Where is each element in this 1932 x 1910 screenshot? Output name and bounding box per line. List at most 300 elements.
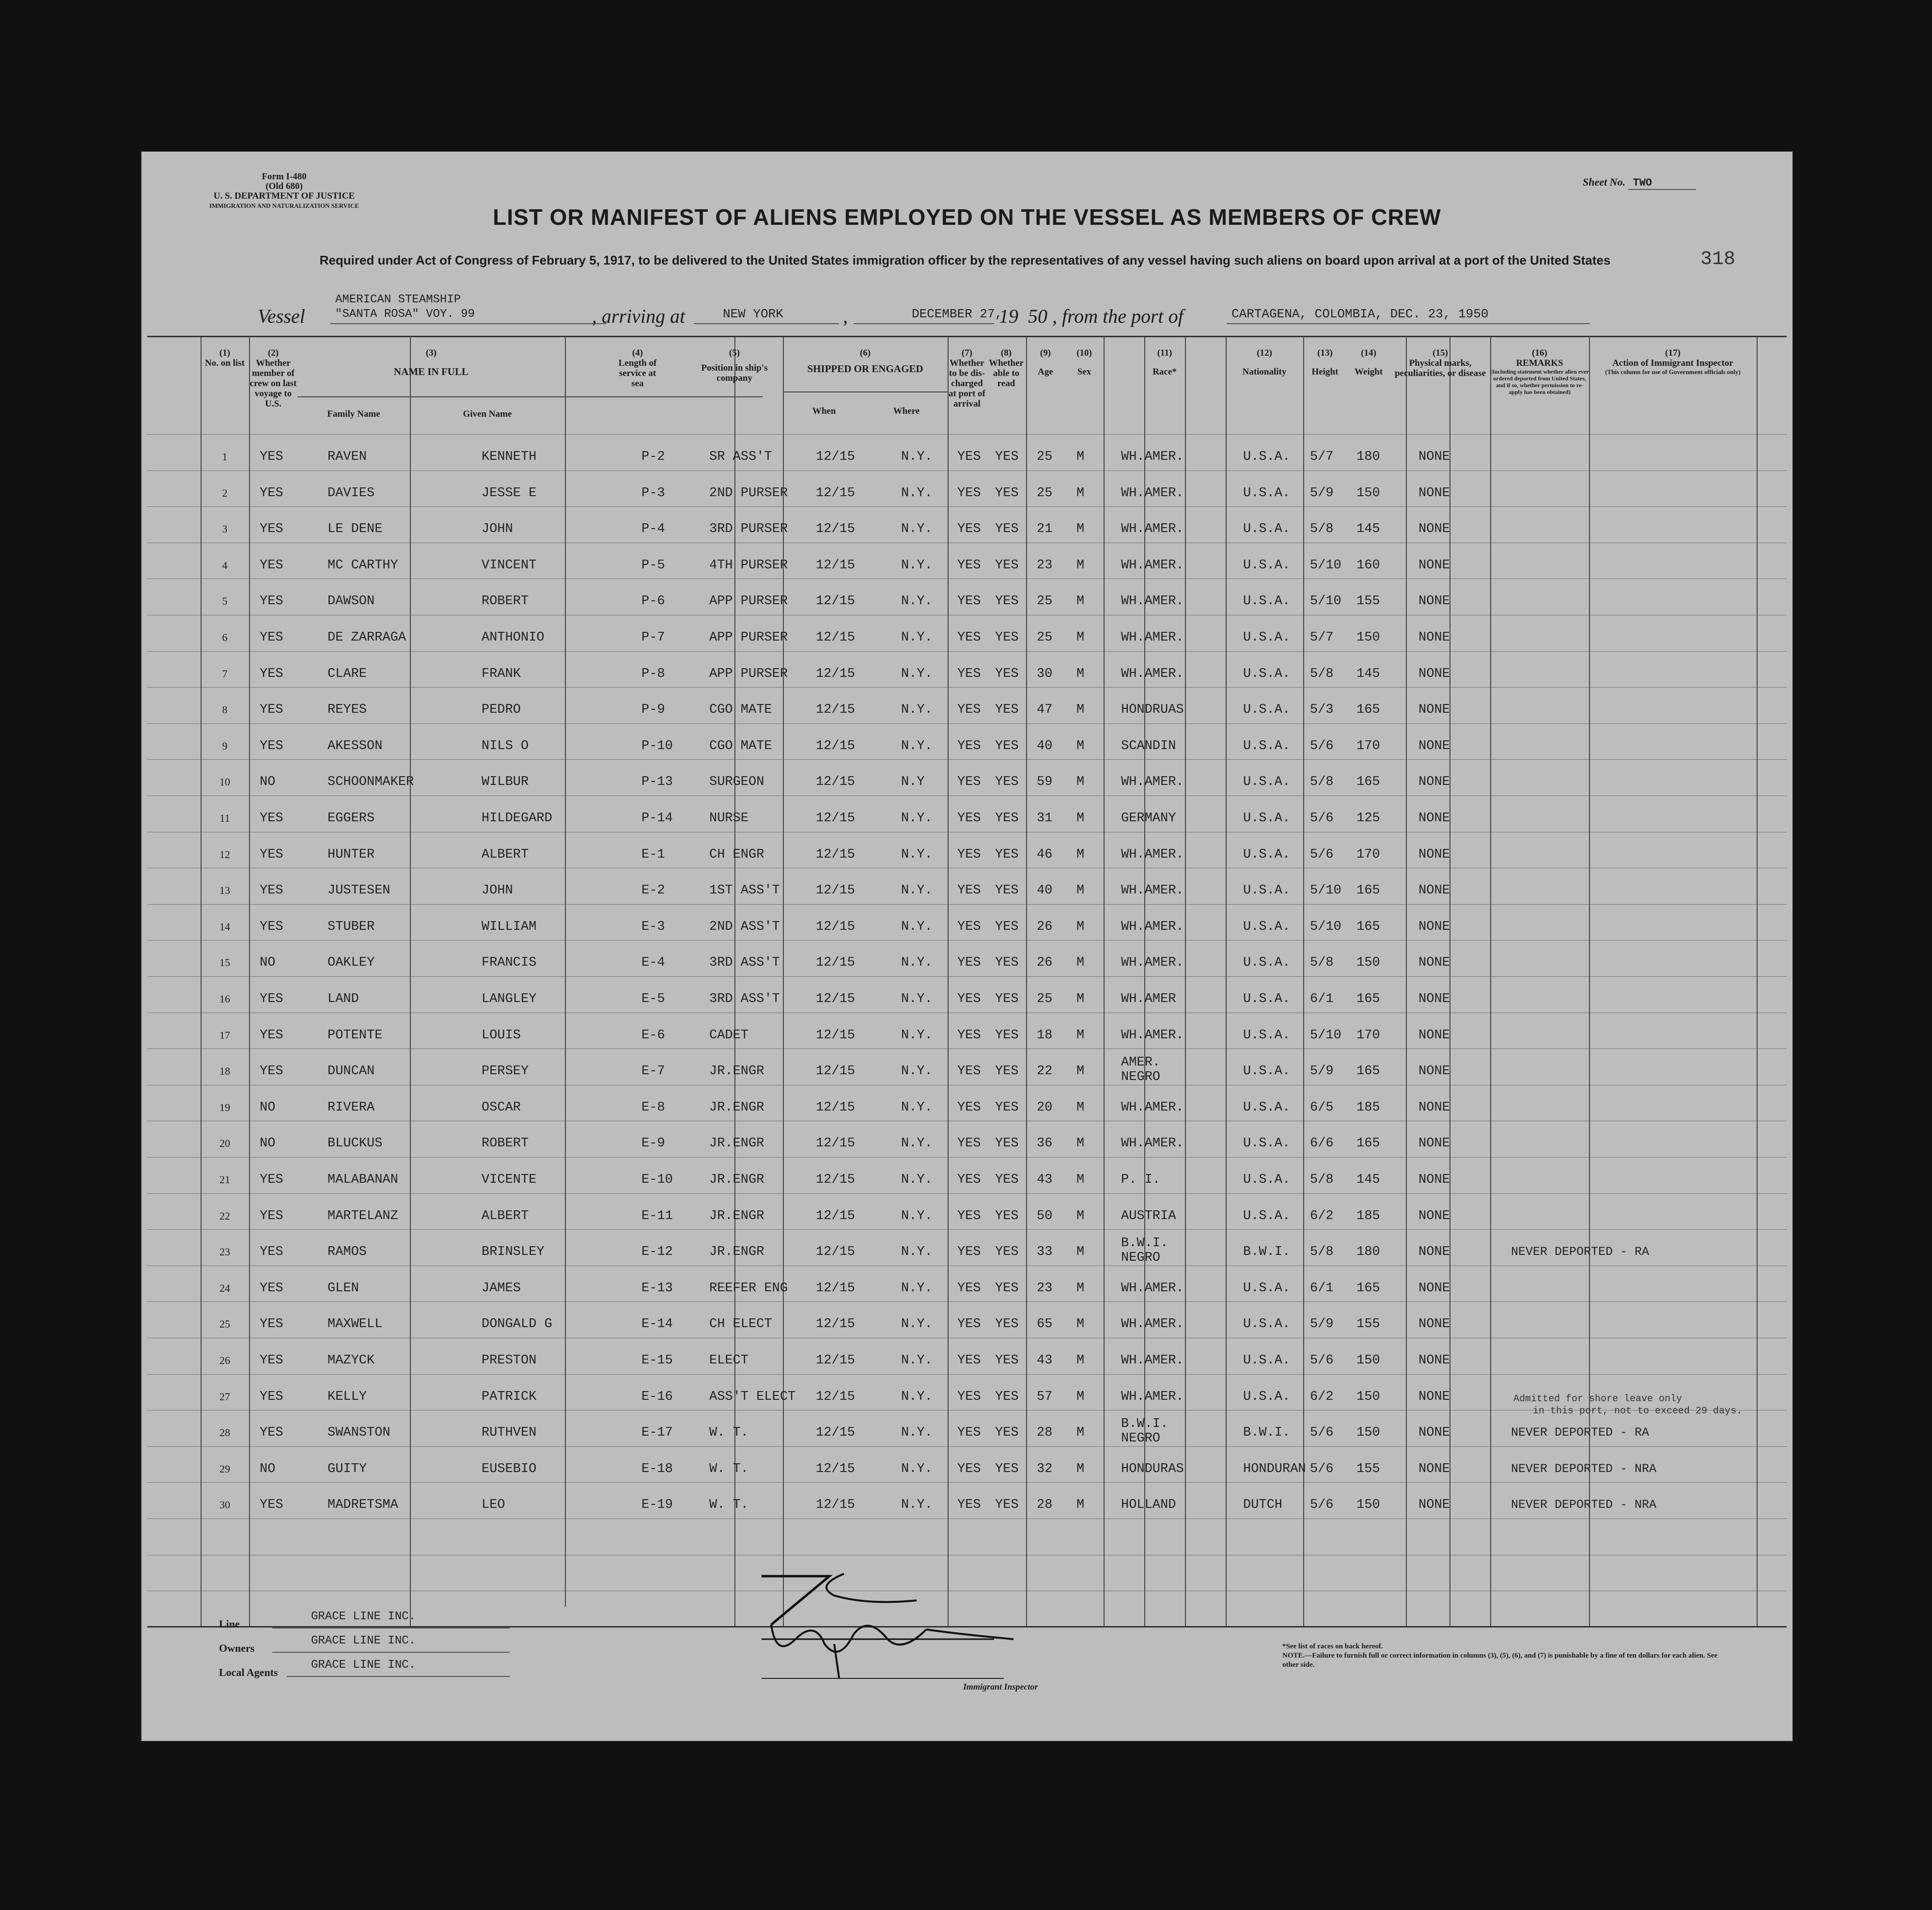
row-position: 3RD PURSER: [709, 522, 788, 537]
row-sex: M: [1076, 1173, 1085, 1187]
row-height: 6/1: [1310, 992, 1334, 1006]
row-shipped-where: N.Y.: [901, 630, 933, 645]
row-shipped-when: 12/15: [816, 1461, 856, 1476]
row-able-to-read: YES: [995, 1173, 1019, 1187]
arrival-date: DECEMBER 27,: [912, 307, 1003, 321]
row-physical-marks: NONE: [1418, 847, 1450, 862]
department-name: U. S. DEPARTMENT OF JUSTICE: [213, 191, 355, 201]
row-discharged: YES: [957, 666, 981, 681]
row-family-name: MAZYCK: [327, 1353, 375, 1368]
row-sex: M: [1076, 666, 1085, 681]
row-sex: M: [1076, 992, 1085, 1006]
row-age: 23: [1037, 558, 1053, 573]
row-rule: [147, 759, 1787, 760]
row-position: SR ASS'T: [709, 450, 772, 464]
row-age: 43: [1037, 1173, 1053, 1187]
row-given-name: ANTHONIO: [482, 630, 545, 645]
row-weight: 180: [1356, 450, 1380, 464]
row-race: WH.AMER.: [1121, 666, 1184, 681]
row-position: NURSE: [709, 811, 749, 826]
row-race: SCANDIN: [1121, 738, 1176, 753]
row-number: 4: [222, 559, 228, 571]
row-sex: M: [1076, 811, 1085, 826]
row-number: 21: [219, 1174, 230, 1186]
local-agents-value: GRACE LINE INC.: [311, 1659, 416, 1672]
row-rule: [147, 687, 1787, 688]
row-rule: [147, 651, 1787, 652]
row-prev-voyage: YES: [260, 738, 283, 753]
row-discharged: YES: [957, 594, 981, 609]
row-position: 3RD ASS'T: [709, 992, 780, 1006]
row-number: 16: [219, 993, 230, 1005]
row-given-name: PERSEY: [482, 1064, 529, 1079]
row-height: 5/9: [1310, 485, 1334, 501]
row-shipped-when: 12/15: [816, 992, 856, 1006]
row-physical-marks: NONE: [1418, 1173, 1450, 1187]
row-sex: M: [1076, 450, 1085, 464]
row-race: WH.AMER.: [1121, 1136, 1184, 1151]
row-sex: M: [1076, 1498, 1085, 1513]
row-given-name: DONGALD G: [482, 1317, 552, 1332]
row-able-to-read: YES: [995, 594, 1019, 609]
page-number: 318: [1700, 249, 1736, 270]
row-age: 57: [1037, 1389, 1053, 1404]
row-sex: M: [1076, 1353, 1085, 1368]
row-number: 5: [222, 595, 228, 608]
row-length-service: P-7: [641, 630, 665, 645]
row-sex: M: [1076, 1245, 1085, 1260]
row-length-service: P-4: [641, 522, 665, 537]
row-given-name: WILLIAM: [482, 919, 537, 934]
row-race: WH.AMER.: [1121, 450, 1184, 464]
row-prev-voyage: YES: [260, 1317, 283, 1332]
row-length-service: E-14: [641, 1317, 673, 1332]
header-when: When: [812, 406, 836, 416]
header-shipped: (6) SHIPPED OR ENGAGED: [807, 348, 923, 375]
row-prev-voyage: YES: [260, 992, 283, 1006]
row-age: 26: [1037, 919, 1053, 934]
header-length-service: (4) Length of service at sea: [618, 348, 657, 389]
row-family-name: SWANSTON: [327, 1425, 390, 1440]
row-height: 5/6: [1310, 738, 1334, 753]
row-age: 20: [1037, 1100, 1053, 1115]
manifest-page: [141, 152, 1792, 1741]
row-sex: M: [1076, 955, 1085, 971]
row-discharged: YES: [957, 485, 981, 501]
header-height: (13) Height: [1311, 348, 1339, 377]
row-nationality: U.S.A.: [1243, 1173, 1291, 1187]
row-race: WH.AMER.: [1121, 883, 1184, 898]
row-shipped-where: N.Y.: [901, 1461, 933, 1476]
row-shipped-when: 12/15: [816, 1498, 856, 1513]
row-discharged: YES: [957, 522, 981, 537]
row-prev-voyage: YES: [260, 666, 283, 681]
row-shipped-where: N.Y.: [901, 1389, 933, 1404]
row-height: 5/6: [1310, 1353, 1334, 1368]
header-physical-marks: (15) Physical marks, peculiarities, or disease: [1394, 348, 1486, 378]
row-physical-marks: NONE: [1418, 1461, 1450, 1476]
row-race: WH.AMER.: [1121, 1317, 1184, 1332]
row-length-service: P-14: [641, 811, 673, 826]
row-nationality: U.S.A.: [1243, 1208, 1291, 1223]
row-length-service: P-10: [641, 738, 673, 753]
row-length-service: E-18: [641, 1461, 673, 1476]
row-able-to-read: YES: [995, 1100, 1019, 1115]
header-family-name: Family Name: [327, 409, 380, 419]
row-discharged: YES: [957, 847, 981, 862]
row-length-service: E-4: [641, 955, 665, 971]
row-discharged: YES: [957, 1317, 981, 1332]
row-age: 23: [1037, 1281, 1053, 1296]
row-family-name: RIVERA: [327, 1100, 375, 1115]
row-nationality: U.S.A.: [1243, 1136, 1291, 1151]
row-number: 26: [219, 1354, 230, 1366]
row-able-to-read: YES: [995, 919, 1019, 934]
row-position: JR.ENGR: [709, 1245, 764, 1260]
row-age: 47: [1037, 703, 1053, 718]
form-number: Form I-480: [262, 172, 307, 182]
row-physical-marks: NONE: [1418, 594, 1450, 609]
row-length-service: E-10: [641, 1173, 673, 1187]
row-nationality: U.S.A.: [1243, 594, 1291, 609]
row-weight: 165: [1356, 1064, 1380, 1079]
row-sex: M: [1076, 630, 1085, 645]
row-able-to-read: YES: [995, 558, 1019, 573]
row-prev-voyage: YES: [260, 558, 283, 573]
row-weight: 165: [1356, 883, 1380, 898]
row-sex: M: [1076, 703, 1085, 718]
row-discharged: YES: [957, 1028, 981, 1043]
row-length-service: E-13: [641, 1281, 673, 1296]
row-prev-voyage: YES: [260, 811, 283, 826]
row-number: 18: [219, 1065, 230, 1078]
row-able-to-read: YES: [995, 1317, 1019, 1332]
row-height: 5/8: [1310, 1173, 1334, 1187]
row-age: 33: [1037, 1245, 1053, 1260]
row-given-name: PATRICK: [482, 1389, 537, 1404]
row-race-line2: NEGRO: [1121, 1070, 1161, 1085]
row-shipped-when: 12/15: [816, 883, 856, 898]
row-physical-marks: NONE: [1418, 558, 1450, 573]
row-shipped-where: N.Y.: [901, 992, 933, 1006]
row-height: 5/6: [1310, 1461, 1334, 1476]
row-sex: M: [1076, 1136, 1085, 1151]
row-discharged: YES: [957, 1100, 981, 1115]
row-sex: M: [1076, 558, 1085, 573]
row-able-to-read: YES: [995, 955, 1019, 971]
row-length-service: P-5: [641, 558, 665, 573]
row-rule: [147, 506, 1787, 507]
row-able-to-read: YES: [995, 847, 1019, 862]
form-old-number: (Old 680): [265, 181, 303, 191]
row-number: 23: [219, 1246, 230, 1258]
row-length-service: E-11: [641, 1208, 673, 1223]
row-family-name: POTENTE: [327, 1028, 383, 1043]
row-nationality: U.S.A.: [1243, 847, 1291, 862]
row-given-name: PRESTON: [482, 1353, 537, 1368]
row-age: 65: [1037, 1317, 1053, 1332]
row-shipped-where: N.Y.: [901, 450, 933, 464]
row-shipped-where: N.Y.: [901, 738, 933, 753]
row-position: CGO MATE: [709, 703, 772, 718]
row-family-name: DAVIES: [327, 485, 375, 501]
row-weight: 150: [1356, 1425, 1380, 1440]
row-remarks: NEVER DEPORTED - RA: [1511, 1425, 1650, 1440]
row-shipped-when: 12/15: [816, 1245, 856, 1260]
row-prev-voyage: YES: [260, 594, 283, 609]
row-given-name: WILBUR: [482, 775, 529, 790]
owners-label: Owners: [219, 1642, 255, 1654]
row-shipped-where: N.Y.: [901, 1136, 933, 1151]
row-race: WH.AMER.: [1121, 775, 1184, 790]
row-position: 1ST ASS'T: [709, 883, 780, 898]
row-length-service: E-7: [641, 1064, 665, 1079]
row-shipped-when: 12/15: [816, 847, 856, 862]
row-shipped-when: 12/15: [816, 1136, 856, 1151]
row-nationality: U.S.A.: [1243, 1353, 1291, 1368]
row-discharged: YES: [957, 450, 981, 464]
row-shipped-when: 12/15: [816, 1100, 856, 1115]
row-weight: 125: [1356, 811, 1380, 826]
row-position: CADET: [709, 1028, 749, 1043]
row-able-to-read: YES: [995, 450, 1019, 464]
inspector-label: Immigrant Inspector: [963, 1682, 1038, 1691]
row-length-service: P-8: [641, 666, 665, 681]
row-position: W. T.: [709, 1461, 749, 1476]
row-shipped-where: N.Y.: [901, 485, 933, 501]
header-where: Where: [893, 406, 920, 416]
row-race: WH.AMER.: [1121, 847, 1184, 862]
row-age: 26: [1037, 955, 1053, 971]
row-rule: [147, 470, 1787, 471]
row-shipped-where: N.Y.: [901, 1317, 933, 1332]
row-family-name: RAVEN: [327, 450, 367, 464]
row-race: WH.AMER.: [1121, 630, 1184, 645]
row-race: AUSTRIA: [1121, 1208, 1176, 1223]
row-number: 13: [219, 884, 230, 897]
row-sex: M: [1076, 1100, 1085, 1115]
row-family-name: EGGERS: [327, 811, 375, 826]
page-subtitle: Required under Act of Congress of February 5, 1917, to be delivered to the United States immigration officer by the representatives of any vessel having such aliens on board upon arrival at a port of the United States: [319, 253, 1611, 267]
row-position: JR.ENGR: [709, 1136, 764, 1151]
row-shipped-where: N.Y.: [901, 811, 933, 826]
row-number: 10: [219, 776, 230, 788]
row-discharged: YES: [957, 992, 981, 1006]
row-position: 4TH PURSER: [709, 558, 788, 573]
row-nationality: U.S.A.: [1243, 558, 1291, 573]
row-physical-marks: NONE: [1418, 1498, 1450, 1513]
row-discharged: YES: [957, 1136, 981, 1151]
row-given-name: VICENTE: [482, 1173, 537, 1187]
row-length-service: E-8: [641, 1100, 665, 1115]
row-position: 2ND ASS'T: [709, 919, 780, 934]
year-suffix: 50: [1028, 305, 1047, 327]
row-family-name: RAMOS: [327, 1245, 367, 1260]
row-given-name: ALBERT: [482, 1208, 529, 1223]
row-position: APP PURSER: [709, 594, 788, 609]
vessel-label: Vessel: [258, 305, 305, 327]
row-shipped-when: 12/15: [816, 738, 856, 753]
row-height: 5/10: [1310, 919, 1341, 934]
row-position: JR.ENGR: [709, 1064, 764, 1079]
header-nationality: (12) Nationality: [1242, 348, 1287, 377]
row-age: 28: [1037, 1425, 1053, 1440]
row-prev-voyage: YES: [260, 630, 283, 645]
header-no: (1) No. on list: [205, 348, 245, 368]
row-sex: M: [1076, 594, 1085, 609]
header-discharged: (7) Whether to be dis-charged at port of arrival: [949, 348, 985, 409]
row-able-to-read: YES: [995, 738, 1019, 753]
row-height: 6/6: [1310, 1136, 1334, 1151]
row-shipped-where: N.Y.: [901, 1028, 933, 1043]
row-age: 43: [1037, 1353, 1053, 1368]
row-prev-voyage: NO: [260, 1136, 276, 1151]
row-age: 25: [1037, 992, 1053, 1006]
row-shipped-when: 12/15: [816, 1317, 856, 1332]
row-rule: [147, 434, 1787, 435]
row-family-name: MARTELANZ: [327, 1208, 398, 1223]
row-able-to-read: YES: [995, 1389, 1019, 1404]
row-height: 5/8: [1310, 522, 1334, 537]
row-height: 5/6: [1310, 1498, 1334, 1513]
row-given-name: KENNETH: [482, 450, 537, 464]
row-able-to-read: YES: [995, 666, 1019, 681]
row-shipped-when: 12/15: [816, 1064, 856, 1079]
row-height: 5/6: [1310, 811, 1334, 826]
row-nationality: U.S.A.: [1243, 811, 1291, 826]
row-given-name: FRANCIS: [482, 955, 537, 971]
row-length-service: P-13: [641, 775, 673, 790]
row-prev-voyage: YES: [260, 703, 283, 718]
row-shipped-where: N.Y.: [901, 883, 933, 898]
row-discharged: YES: [957, 1498, 981, 1513]
row-race: AMER.: [1121, 1055, 1161, 1070]
header-weight: (14) Weight: [1354, 348, 1383, 377]
row-shipped-when: 12/15: [816, 811, 856, 826]
row-given-name: LOUIS: [482, 1028, 521, 1043]
row-weight: 145: [1356, 666, 1380, 681]
row-physical-marks: NONE: [1418, 1245, 1450, 1260]
row-physical-marks: NONE: [1418, 1317, 1450, 1332]
row-position: ASS'T ELECT: [709, 1389, 796, 1404]
row-height: 6/1: [1310, 1281, 1334, 1296]
row-height: 5/7: [1310, 630, 1334, 645]
row-height: 5/9: [1310, 1064, 1334, 1079]
row-nationality: U.S.A.: [1243, 955, 1291, 971]
row-race: WH.AMER.: [1121, 1389, 1184, 1404]
row-nationality: U.S.A.: [1243, 775, 1291, 790]
row-race: WH.AMER.: [1121, 1028, 1184, 1043]
row-shipped-when: 12/15: [816, 1028, 856, 1043]
row-given-name: EUSEBIO: [482, 1461, 537, 1476]
row-rule: [147, 904, 1787, 905]
row-able-to-read: YES: [995, 522, 1019, 537]
row-shipped-when: 12/15: [816, 630, 856, 645]
row-length-service: E-9: [641, 1136, 665, 1151]
row-prev-voyage: NO: [260, 1100, 276, 1115]
row-shipped-when: 12/15: [816, 594, 856, 609]
row-family-name: BLUCKUS: [327, 1136, 383, 1151]
row-age: 32: [1037, 1461, 1053, 1476]
row-nationality: U.S.A.: [1243, 1317, 1291, 1332]
row-prev-voyage: YES: [260, 1028, 283, 1043]
row-given-name: ALBERT: [482, 847, 529, 862]
footer-note: [1282, 1642, 1728, 1670]
row-prev-voyage: YES: [260, 1498, 283, 1513]
row-given-name: FRANK: [482, 666, 521, 681]
row-height: 5/10: [1310, 883, 1341, 898]
row-given-name: JOHN: [482, 883, 513, 898]
row-sex: M: [1076, 1425, 1085, 1440]
service-name: IMMIGRATION AND NATURALIZATION SERVICE: [209, 202, 359, 209]
row-nationality: U.S.A.: [1243, 666, 1291, 681]
row-sex: M: [1076, 1028, 1085, 1043]
row-weight: 150: [1356, 630, 1380, 645]
row-nationality: U.S.A.: [1243, 1028, 1291, 1043]
row-number: 2: [222, 486, 228, 499]
sheet-label: Sheet No.: [1583, 176, 1625, 188]
row-physical-marks: NONE: [1418, 1136, 1450, 1151]
row-race: GERMANY: [1121, 811, 1176, 826]
row-family-name: AKESSON: [327, 738, 383, 753]
row-discharged: YES: [957, 558, 981, 573]
row-prev-voyage: NO: [260, 775, 276, 790]
row-length-service: E-19: [641, 1498, 673, 1513]
row-number: 25: [219, 1318, 230, 1331]
sheet-value: TWO: [1628, 177, 1696, 190]
row-sex: M: [1076, 883, 1085, 898]
row-shipped-when: 12/15: [816, 1281, 856, 1296]
row-weight: 165: [1356, 919, 1380, 934]
row-weight: 150: [1356, 485, 1380, 501]
row-shipped-where: N.Y.: [901, 919, 933, 934]
row-remarks: NEVER DEPORTED - RA: [1511, 1245, 1650, 1259]
row-weight: 185: [1356, 1208, 1380, 1223]
row-able-to-read: YES: [995, 1461, 1019, 1476]
row-shipped-when: 12/15: [816, 1389, 856, 1404]
row-weight: 155: [1356, 1317, 1380, 1332]
row-length-service: E-3: [641, 919, 665, 934]
row-physical-marks: NONE: [1418, 1208, 1450, 1223]
page-title: LIST OR MANIFEST OF ALIENS EMPLOYED ON THE VESSEL AS MEMBERS OF CREW: [493, 204, 1441, 230]
row-nationality: B.W.I.: [1243, 1245, 1291, 1260]
row-position: JR.ENGR: [709, 1208, 764, 1223]
row-sex: M: [1076, 1389, 1085, 1404]
vessel-name-line1: AMERICAN STEAMSHIP: [335, 293, 461, 306]
row-physical-marks: NONE: [1418, 450, 1450, 464]
row-nationality: U.S.A.: [1243, 450, 1291, 464]
fine-note: NOTE.—Failure to furnish full or correct information in columns (3), (5), (6), and (7) is punishable by a fine of ten dollars for each alien. See other side.: [1282, 1652, 1718, 1669]
row-able-to-read: YES: [995, 1425, 1019, 1440]
row-weight: 165: [1356, 703, 1380, 718]
row-age: 40: [1037, 738, 1053, 753]
row-race: P. I.: [1121, 1173, 1161, 1187]
row-weight: 150: [1356, 1389, 1380, 1404]
row-given-name: BRINSLEY: [482, 1245, 545, 1260]
row-nationality: U.S.A.: [1243, 522, 1291, 537]
row-sex: M: [1076, 1317, 1085, 1332]
row-position: APP PURSER: [709, 666, 788, 681]
row-sex: M: [1076, 485, 1085, 501]
row-shipped-where: N.Y.: [901, 1425, 933, 1440]
row-length-service: E-16: [641, 1389, 673, 1404]
row-physical-marks: NONE: [1418, 1028, 1450, 1043]
row-position: CH ELECT: [709, 1317, 772, 1332]
row-family-name: JUSTESEN: [327, 883, 390, 898]
row-race: HONDURAS: [1121, 1461, 1184, 1476]
header-action: (17) Action of Immigrant Inspector (This column for use of Government officials only): [1605, 348, 1741, 376]
row-rule: [147, 1482, 1787, 1483]
